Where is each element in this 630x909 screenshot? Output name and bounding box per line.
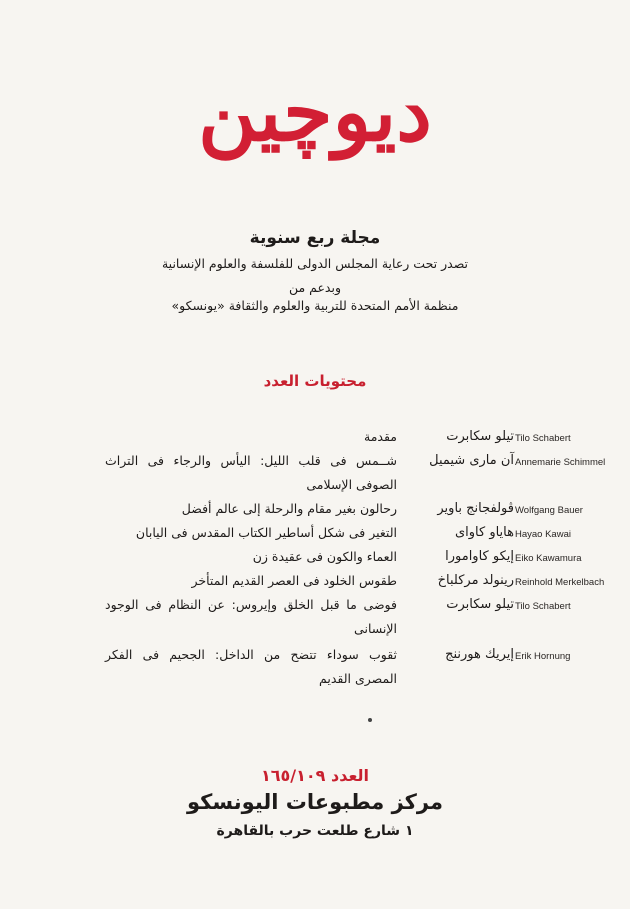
author-latin: Hayao Kawai <box>515 529 571 540</box>
unesco-line: منظمة الأمم المتحدة للتربية والعلوم والثقافة «يونسكو» <box>171 298 459 313</box>
author-latin: Tilo Schabert <box>515 433 571 444</box>
publisher-address: ١ شارع طلعت حرب بالقاهرة <box>216 823 414 839</box>
article-title: طقوس الخلود فى العصر القديم المتأخر <box>191 573 397 588</box>
author-arabic: إيريك هورننج <box>445 647 514 662</box>
author-latin: Eiko Kawamura <box>515 553 582 564</box>
author-arabic: ڤولفجانج باوير <box>437 501 514 516</box>
patronage-line: تصدر تحت رعاية المجلس الدولى للفلسفة والعلوم الإنسانية <box>161 256 469 271</box>
article-title: التغير فى شكل أساطير الكتاب المقدس فى اليابان <box>135 525 397 540</box>
author-latin: Tilo Schabert <box>515 601 571 612</box>
contents-heading: محتويات العدد <box>263 372 367 390</box>
article-title: رحالون بغير مقام والرحلة إلى عالم أفضل <box>181 501 397 516</box>
support-intro: وبدعم من <box>288 280 342 295</box>
author-latin: Reinhold Merkelbach <box>515 577 605 588</box>
issue-number: العدد ١٦٥/١٠٩ <box>261 766 369 785</box>
author-latin: Wolfgang Bauer <box>515 505 583 516</box>
author-arabic: رينولد مركلباخ <box>437 573 514 588</box>
author-arabic: هاياو كاواى <box>454 525 514 540</box>
masthead-logo: ديوچين <box>198 65 432 159</box>
author-arabic: تيلو سكابرت <box>446 429 514 444</box>
author-arabic: إيكو كاوامورا <box>445 549 514 564</box>
author-arabic: آن مارى شيميل <box>429 453 514 468</box>
publisher-name: مركز مطبوعات اليونسكو <box>187 790 443 814</box>
article-title: مقدمة <box>364 429 397 444</box>
article-title: فوضى ما قبل الخلق وإيروس: عن النظام فى الوجود الإنسانى <box>105 597 397 636</box>
author-arabic: تيلو سكابرت <box>446 597 514 612</box>
article-title: ثقوب سوداء تتضح من الداخل: الجحيم فى الفكر المصرى القديم <box>105 647 397 686</box>
article-title: شــمس فى قلب الليل: اليأس والرجاء فى التراث الصوفى الإسلامى <box>105 453 397 492</box>
separator-dot <box>368 718 372 722</box>
author-latin: Annemarie Schimmel <box>515 457 606 468</box>
article-title: العماء والكون فى عقيدة زن <box>252 549 397 564</box>
subtitle: مجلة ربع سنوية <box>249 228 381 248</box>
author-latin: Erik Hornung <box>515 651 571 662</box>
